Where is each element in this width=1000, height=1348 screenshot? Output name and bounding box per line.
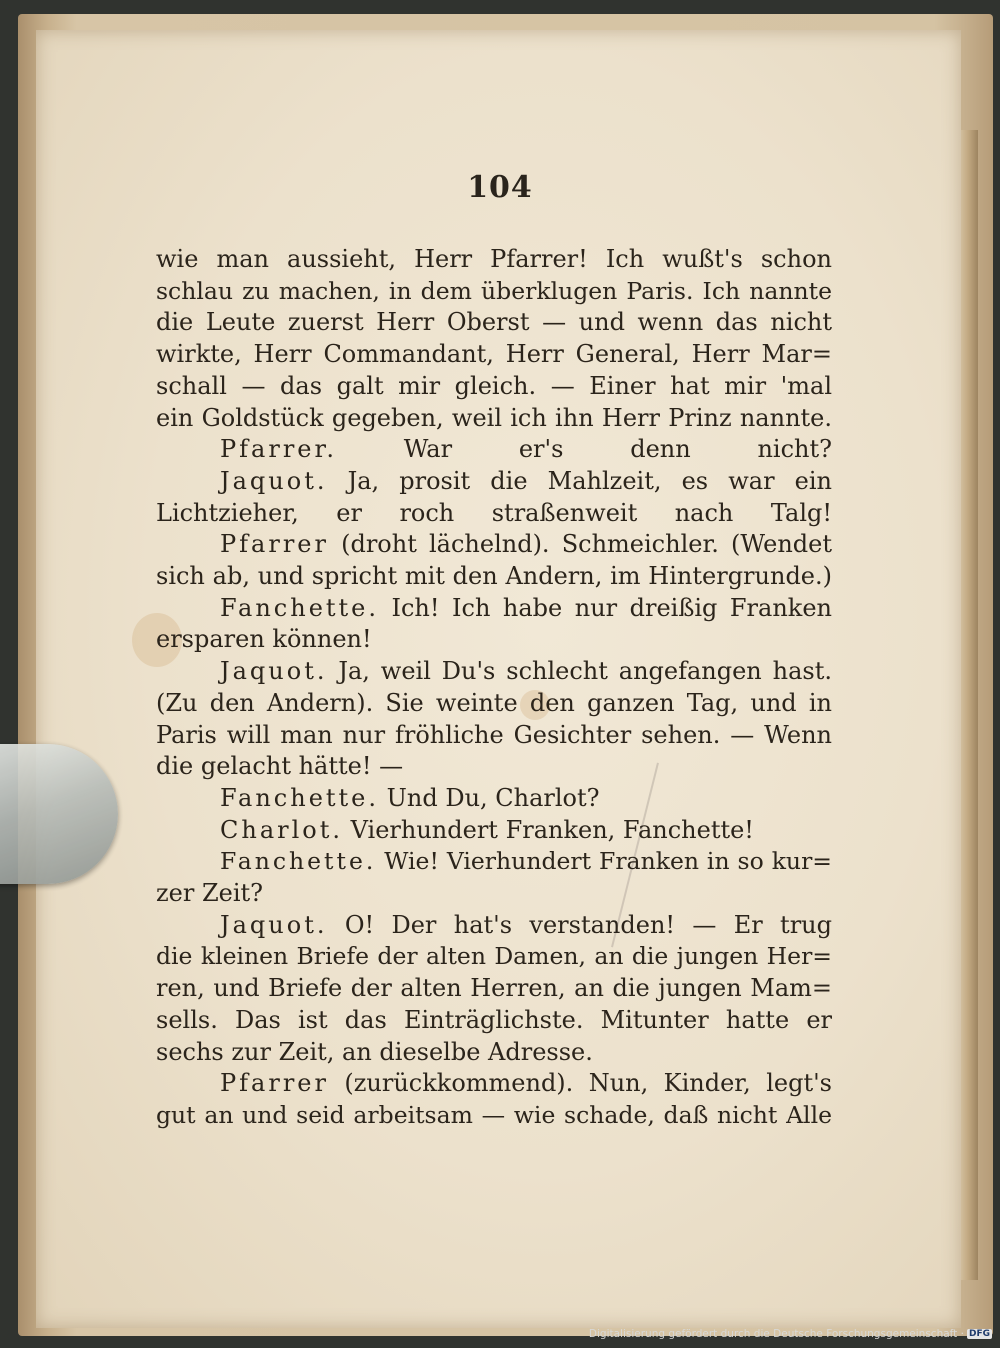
text-line: Jaquot. Ja, weil Du's schlecht angefangen hast.	[220, 657, 832, 686]
book-spine-edge	[958, 130, 978, 1280]
text-line: die kleinen Briefe der alten Damen, an die jungen Her=	[156, 942, 832, 971]
text-line: Jaquot. O! Der hat's verstanden! — Er trug	[220, 910, 832, 939]
speaker-name: Jaquot.	[220, 910, 328, 939]
page-number: 104	[467, 170, 533, 205]
speaker-name: Pfarrer.	[220, 435, 337, 464]
text-line: schlau zu machen, in dem überklugen Paris. Ich nannte	[156, 276, 832, 305]
text-line: ein Goldstück gegeben, weil ich ihn Herr Prinz nannte.	[156, 403, 832, 432]
credit-text: Digitalisierung gefördert durch die Deutsche Forschungsgemeinschaft	[588, 1328, 958, 1340]
speaker-name: Fanchette.	[220, 847, 377, 876]
text-line: schall — das galt mir gleich. — Einer hat mir 'mal	[156, 371, 832, 400]
text-line: Fanchette. Ich! Ich habe nur dreißig Franken	[220, 593, 832, 622]
text-line: wie man aussieht, Herr Pfarrer! Ich wußt's schon	[156, 245, 832, 273]
text-line: zer Zeit?	[156, 879, 264, 908]
text-line: sich ab, und spricht mit den Andern, im Hintergrunde.)	[156, 562, 832, 591]
text-line: wirkte, Herr Commandant, Herr General, Herr Mar=	[156, 340, 832, 369]
text-line: Pfarrer (droht lächelnd). Schmeichler. (Wendet	[220, 530, 832, 559]
text-line: Charlot. Vierhundert Franken, Fanchette!	[220, 815, 754, 844]
text-line: die gelacht hätte! —	[156, 752, 404, 781]
speaker-name: Fanchette.	[220, 593, 380, 622]
speaker-name: Charlot.	[220, 815, 343, 844]
text-line: sechs zur Zeit, an dieselbe Adresse.	[156, 1037, 593, 1066]
text-line: Jaquot. Ja, prosit die Mahlzeit, es war ein	[220, 466, 832, 495]
text-line: sells. Das ist das Einträglichste. Mitunter hatte er	[156, 1005, 832, 1034]
speaker-name: Fanchette.	[220, 783, 380, 812]
text-line: (Zu den Andern). Sie weinte den ganzen Tag, und in	[156, 688, 832, 717]
speaker-name: Pfarrer	[220, 530, 329, 559]
text-line: ersparen können!	[156, 625, 372, 654]
speaker-name: Pfarrer	[220, 1069, 329, 1098]
digitization-credit: Digitalisierung gefördert durch die Deutsche Forschungsgemeinschaft · DFG	[588, 1328, 990, 1340]
text-line: die Leute zuerst Herr Oberst — und wenn das nicht	[156, 308, 832, 337]
text-line: Pfarrer. War er's denn nicht?	[220, 435, 832, 464]
dfg-logo: DFG	[968, 1329, 990, 1339]
text-line: Lichtzieher, er roch straßenweit nach Talg!	[156, 498, 832, 527]
text-line: Pfarrer (zurückkommend). Nun, Kinder, legt's	[220, 1069, 832, 1098]
text-line: ren, und Briefe der alten Herren, an die jungen Mam=	[156, 974, 832, 1003]
speaker-name: Jaquot.	[220, 657, 328, 686]
text-line: gut an und seid arbeitsam — wie schade, daß nicht Alle	[156, 1100, 832, 1129]
text-line: Paris will man nur fröhliche Gesichter sehen. — Wenn	[156, 720, 832, 749]
text-line: Fanchette. Wie! Vierhundert Franken in so kur=	[220, 847, 832, 876]
text-line: Fanchette. Und Du, Charlot?	[220, 783, 600, 812]
page-text	[156, 244, 832, 1132]
speaker-name: Jaquot.	[220, 466, 328, 495]
